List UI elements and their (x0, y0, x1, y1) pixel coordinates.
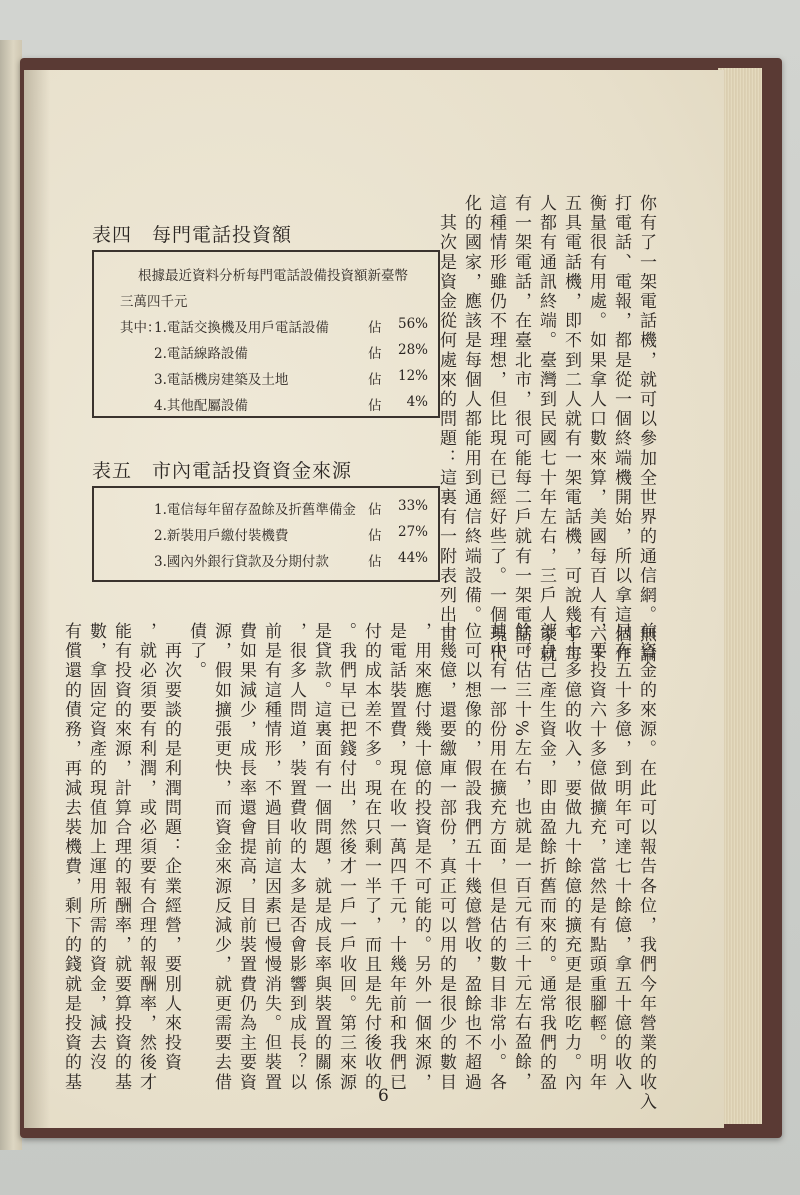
table5-item-share-label: 佔 (368, 502, 382, 518)
text-column: 其次是資金從何處來的問題：這裏有一附表列出目 (436, 194, 456, 645)
text-column: 。我們早已把錢付出，然後才一戶一戶收回。第三來源 (336, 622, 356, 1093)
text-column: ，要投資六十多億做擴充，當然是有點頭重腳輕。明年 (586, 622, 606, 1093)
table4-item-share: 12% (397, 368, 428, 384)
text-column: 餘可估三十%左右，也就是一百元有三十元左右盈餘， (511, 622, 531, 1092)
text-column: 能有投資的來源，計算合理的報酬率，就要算投資的基 (111, 622, 131, 1093)
text-column: ，很多人問道，裝置費收的太多是否會影響到成長？以 (286, 622, 306, 1093)
table4-item-share-label: 佔 (368, 346, 382, 362)
text-column: 這種情形雖仍不理想，但比現在已經好些了。一個現代 (486, 194, 506, 665)
book-page (24, 70, 724, 1128)
text-column: 有一架電話，在臺北市，很可能每二戶就有一架電話。 (511, 194, 531, 665)
text-column: 再次要談的是利潤問題：企業經營，要別人來投資 (161, 622, 181, 1073)
gutter-shadow (24, 70, 50, 1128)
table4-title: 表四 每門電話投資額 (92, 224, 293, 246)
text-column: 部自己產生資金，即由盈餘折舊而來的。通常我們的盈 (536, 622, 556, 1093)
table4-item-share: 56% (397, 316, 428, 332)
text-column: 前是有這種情形，不過目前這因素已慢慢消失。但裝置 (261, 622, 281, 1093)
text-column: 源，假如擴張更快，而資金來源反減少，就更需要去借 (211, 622, 231, 1093)
table5-item-share: 27% (397, 524, 428, 540)
text-column: 有償還的債務，再減去裝機費，剩下的錢就是投資的基 (61, 622, 81, 1093)
table4-item-share-label: 佔 (368, 398, 382, 414)
text-column: ，用來應付幾十億的投資是不可能的。另外一個來源， (411, 622, 431, 1093)
table5-title: 表五 市內電話投資資金來源 (92, 460, 353, 482)
table5-item-share: 33% (397, 498, 428, 514)
table4-item-label: 3.電話機房建築及土地 (154, 372, 289, 388)
text-column: 數，拿固定資產的現值加上運用所需的資金，減去沒 (86, 622, 106, 1073)
table4-intro-line1: 根據最近資料分析每門電話設備投資額新臺幣 (138, 268, 408, 284)
page-stack-edge (718, 68, 762, 1124)
table4-item-share: 28% (397, 342, 428, 358)
table4-item-share-label: 佔 (368, 320, 382, 336)
text-column: 五具電話機，即不到二人就有一架電話機，可說幾乎每 (561, 194, 581, 665)
page-number: 6 (378, 1086, 389, 1106)
table5-item-share: 44% (397, 550, 428, 566)
table4-item-share-label: 佔 (368, 372, 382, 388)
text-column: 人都有通訊終端。臺灣到民國七十年左右，三戶人家就 (536, 194, 556, 665)
table5-item-share-label: 佔 (368, 528, 382, 544)
table5-item-share-label: 佔 (368, 554, 382, 570)
table5-item-label: 2.新裝用戶繳付裝機費 (154, 528, 289, 544)
table4-intro-line2: 三萬四千元 (120, 294, 188, 310)
text-column: 打電話、電報，都是從一個終端機開始，所以拿這個作 (611, 194, 631, 665)
text-column: 其中有一部份用在擴充方面，但是估的數目非常小。各 (486, 622, 506, 1093)
text-column: 付的成本差不多。現在只剩一半了，而且是先付後收的 (361, 622, 381, 1093)
table4-items-prefix: 其中： (120, 320, 161, 336)
table4-item-label: 1.電話交換機及用戶電話設備 (154, 320, 329, 336)
text-column: 是電話裝置費，現在收一萬四千元，十幾年前和我們已 (386, 622, 406, 1093)
text-column: 十幾億，還要繳庫一部份，真正可以用的是很少的數目 (436, 622, 456, 1093)
text-column: 債了。 (186, 622, 206, 681)
table4-item-label: 2.電話線路設備 (154, 346, 248, 362)
text-column: 只有五十多億，到明年可達七十餘億，拿五十億的收入 (611, 622, 631, 1093)
table4-item-label: 4.其他配屬設備 (154, 398, 248, 414)
text-column: 化的國家，應該是每個人都能用到通信終端設備。 (461, 194, 481, 626)
left-page-edge (0, 40, 22, 1150)
text-column: ，就必須要有利潤，或必須要有合理的報酬率，然後才 (136, 622, 156, 1093)
text-column: 你有了一架電話機，就可以參加全世界的通信網。無論 (636, 194, 656, 665)
text-column: 前資金的來源。在此可以報告各位，我們今年營業的收入 (636, 622, 656, 1112)
text-column: 費如果減少，成長率還會提高，目前裝置費仍為主要資 (236, 622, 256, 1093)
table5-item-label: 3.國內外銀行貸款及分期付款 (154, 554, 329, 570)
text-column: 七十多億的收入，要做九十餘億的擴充更是很吃力。內 (561, 622, 581, 1093)
table4-item-share: 4% (406, 394, 428, 410)
text-column: 位可以想像的，假設我們五十幾億營收，盈餘也不超過 (461, 622, 481, 1093)
text-column: 衡量很有用處。如果拿人口數來算，美國每百人有六十 (586, 194, 606, 665)
text-column: 是貸款。這裏面有一個問題，就是成長率與裝置的關係 (311, 622, 331, 1093)
table5-item-label: 1.電信每年留存盈餘及折舊準備金 (154, 502, 356, 518)
